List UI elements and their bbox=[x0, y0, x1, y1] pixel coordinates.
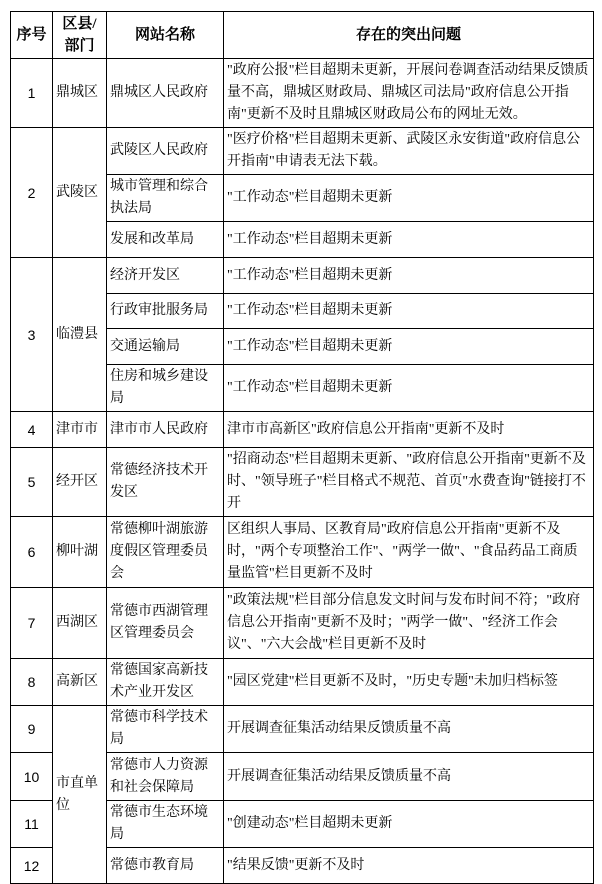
issue-cell: 区组织人事局、区教育局"政府信息公开指南"更新不及时，"两个专项整治工作"、"两学一做"、"食品药品工商质量监管"栏目更新不及时 bbox=[224, 517, 594, 588]
row-number-cell: 3 bbox=[11, 258, 53, 412]
district-cell: 市直单位 bbox=[53, 706, 107, 884]
issue-cell: "创建动态"栏目超期未更新 bbox=[224, 801, 594, 848]
site-cell: 常德市生态环境局 bbox=[107, 801, 224, 848]
header-site: 网站名称 bbox=[107, 12, 224, 59]
site-cell: 津市市人民政府 bbox=[107, 412, 224, 448]
issue-cell: "结果反馈"更新不及时 bbox=[224, 848, 594, 884]
row-number-cell: 6 bbox=[11, 517, 53, 588]
issue-cell: 津市市高新区"政府信息公开指南"更新不及时 bbox=[224, 412, 594, 448]
row-number-cell: 12 bbox=[11, 848, 53, 884]
header-no: 序号 bbox=[11, 12, 53, 59]
site-cell: 行政审批服务局 bbox=[107, 294, 224, 329]
issue-cell: "医疗价格"栏目超期未更新、武陵区永安街道"政府信息公开指南"申请表无法下载。 bbox=[224, 128, 594, 175]
row-number-cell: 5 bbox=[11, 448, 53, 517]
row-number-cell: 4 bbox=[11, 412, 53, 448]
issue-cell: 开展调查征集活动结果反馈质量不高 bbox=[224, 753, 594, 801]
site-cell: 交通运输局 bbox=[107, 329, 224, 365]
district-cell: 经开区 bbox=[53, 448, 107, 517]
issue-cell: "工作动态"栏目超期未更新 bbox=[224, 222, 594, 258]
issues-table bbox=[10, 11, 594, 884]
district-cell: 津市市 bbox=[53, 412, 107, 448]
site-cell: 经济开发区 bbox=[107, 258, 224, 294]
row-number-cell: 7 bbox=[11, 588, 53, 659]
table-row bbox=[11, 412, 594, 448]
district-cell: 柳叶湖 bbox=[53, 517, 107, 588]
site-cell: 城市管理和综合执法局 bbox=[107, 175, 224, 222]
site-cell: 发展和改革局 bbox=[107, 222, 224, 258]
issue-cell: "工作动态"栏目超期未更新 bbox=[224, 329, 594, 365]
table-row bbox=[11, 588, 594, 659]
issue-cell: "园区党建"栏目更新不及时，"历史专题"未加归档标签 bbox=[224, 659, 594, 706]
table-row bbox=[11, 448, 594, 517]
site-cell: 常德柳叶湖旅游度假区管理委员会 bbox=[107, 517, 224, 588]
table-row bbox=[11, 659, 594, 706]
site-cell: 常德经济技术开发区 bbox=[107, 448, 224, 517]
header-district: 区县/部门 bbox=[53, 12, 107, 59]
site-cell: 住房和城乡建设局 bbox=[107, 365, 224, 412]
row-number-cell: 10 bbox=[11, 753, 53, 801]
issue-cell: 开展调查征集活动结果反馈质量不高 bbox=[224, 706, 594, 753]
table-row bbox=[11, 258, 594, 294]
district-cell: 西湖区 bbox=[53, 588, 107, 659]
site-cell: 常德市人力资源和社会保障局 bbox=[107, 753, 224, 801]
district-cell: 武陵区 bbox=[53, 128, 107, 258]
site-cell: 鼎城区人民政府 bbox=[107, 59, 224, 128]
issue-cell: "工作动态"栏目超期未更新 bbox=[224, 365, 594, 412]
issue-cell: "工作动态"栏目超期未更新 bbox=[224, 175, 594, 222]
row-number-cell: 2 bbox=[11, 128, 53, 258]
issue-cell: "工作动态"栏目超期未更新 bbox=[224, 294, 594, 329]
site-cell: 常德市科学技术局 bbox=[107, 706, 224, 753]
header-row bbox=[11, 12, 594, 59]
site-cell: 武陵区人民政府 bbox=[107, 128, 224, 175]
issue-cell: "政策法规"栏目部分信息发文时间与发布时间不符；"政府信息公开指南"更新不及时；"两学一做"、"经济工作会议"、"六大会战"栏目更新不及时 bbox=[224, 588, 594, 659]
issue-cell: "工作动态"栏目超期未更新 bbox=[224, 258, 594, 294]
district-cell: 临澧县 bbox=[53, 258, 107, 412]
table-row bbox=[11, 128, 594, 175]
site-cell: 常德国家高新技术产业开发区 bbox=[107, 659, 224, 706]
table-row bbox=[11, 706, 594, 753]
issue-cell: "政府公报"栏目超期未更新，开展问卷调查活动结果反馈质量不高，鼎城区财政局、鼎城区司法局"政府信息公开指南"更新不及时且鼎城区财政局公布的网址无效。 bbox=[224, 59, 594, 128]
header-issue: 存在的突出问题 bbox=[224, 12, 594, 59]
row-number-cell: 9 bbox=[11, 706, 53, 753]
table-row bbox=[11, 59, 594, 128]
district-cell: 高新区 bbox=[53, 659, 107, 706]
row-number-cell: 11 bbox=[11, 801, 53, 848]
table-row bbox=[11, 517, 594, 588]
issue-cell: "招商动态"栏目超期未更新、"政府信息公开指南"更新不及时、"领导班子"栏目格式不规范、首页"水费查询"链接打不开 bbox=[224, 448, 594, 517]
site-cell: 常德市教育局 bbox=[107, 848, 224, 884]
row-number-cell: 8 bbox=[11, 659, 53, 706]
site-cell: 常德市西湖管理区管理委员会 bbox=[107, 588, 224, 659]
district-cell: 鼎城区 bbox=[53, 59, 107, 128]
row-number-cell: 1 bbox=[11, 59, 53, 128]
